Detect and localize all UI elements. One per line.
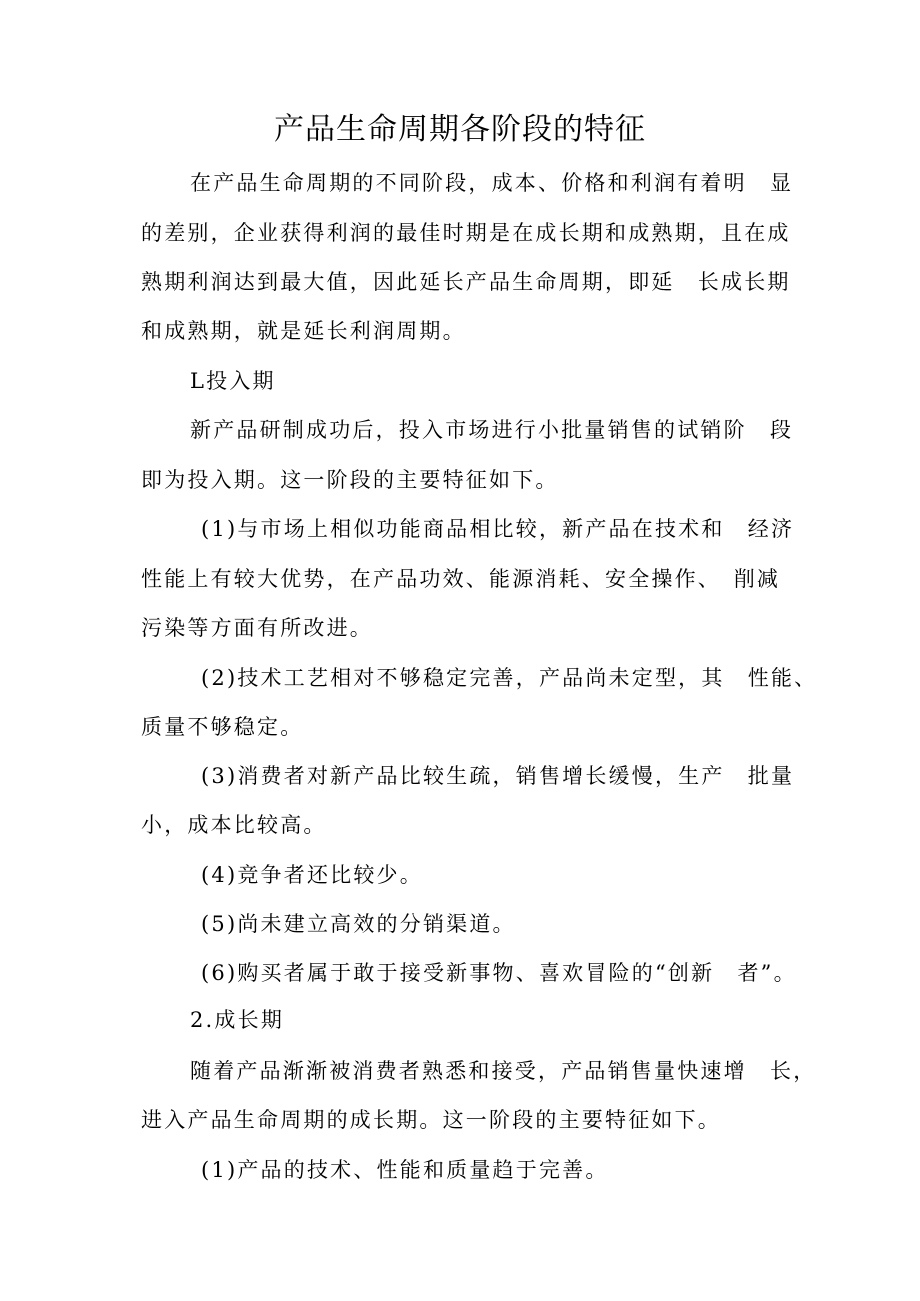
list-item-line: (1)产品的技术、性能和质量趋于完善。	[201, 1158, 609, 1182]
list-item-line: 性能上有较大优势，在产品功效、能源消耗、安全操作、 削减	[141, 567, 781, 591]
section-heading: L投入期	[190, 369, 276, 393]
list-item-line: 质量不够稳定。	[141, 715, 304, 739]
list-item-line: (2)技术工艺相对不够稳定完善，产品尚未定型，其 性能、	[201, 666, 818, 690]
list-item-line: (3)消费者对新产品比较生疏，销售增长缓慢，生产 批量	[201, 764, 795, 788]
paragraph-line: 和成熟期，就是延长利润周期。	[141, 319, 466, 343]
list-item-line: 小，成本比较高。	[141, 813, 327, 837]
paragraph-line: 随着产品渐渐被消费者熟悉和接受，产品销售量快速增 长，	[190, 1059, 817, 1083]
paragraph-line: 新产品研制成功后，投入市场进行小批量销售的试销阶 段	[190, 418, 794, 442]
list-item-line: (4)竞争者还比较少。	[201, 863, 423, 887]
list-item-line: (1)与市场上相似功能商品相比较，新产品在技术和 经济	[201, 517, 795, 541]
paragraph-line: 在产品生命周期的不同阶段，成本、价格和利润有着明 显	[190, 171, 794, 195]
paragraph-line: 熟期利润达到最大值，因此延长产品生命周期，即延 长成长期	[141, 270, 791, 294]
list-item-line: 污染等方面有所改进。	[141, 616, 373, 640]
list-item-line: (6)购买者属于敢于接受新事物、喜欢冒险的“创新 者”。	[201, 961, 797, 985]
paragraph-line: 进入产品生命周期的成长期。这一阶段的主要特征如下。	[141, 1108, 721, 1132]
section-heading: 2.成长期	[190, 1008, 285, 1032]
document-title: 产品生命周期各阶段的特征	[274, 112, 646, 147]
paragraph-line: 的差别，企业获得利润的最佳时期是在成长期和成熟期，且在成	[141, 221, 791, 245]
list-item-line: (5)尚未建立高效的分销渠道。	[201, 912, 516, 936]
paragraph-line: 即为投入期。这一阶段的主要特征如下。	[141, 468, 559, 492]
